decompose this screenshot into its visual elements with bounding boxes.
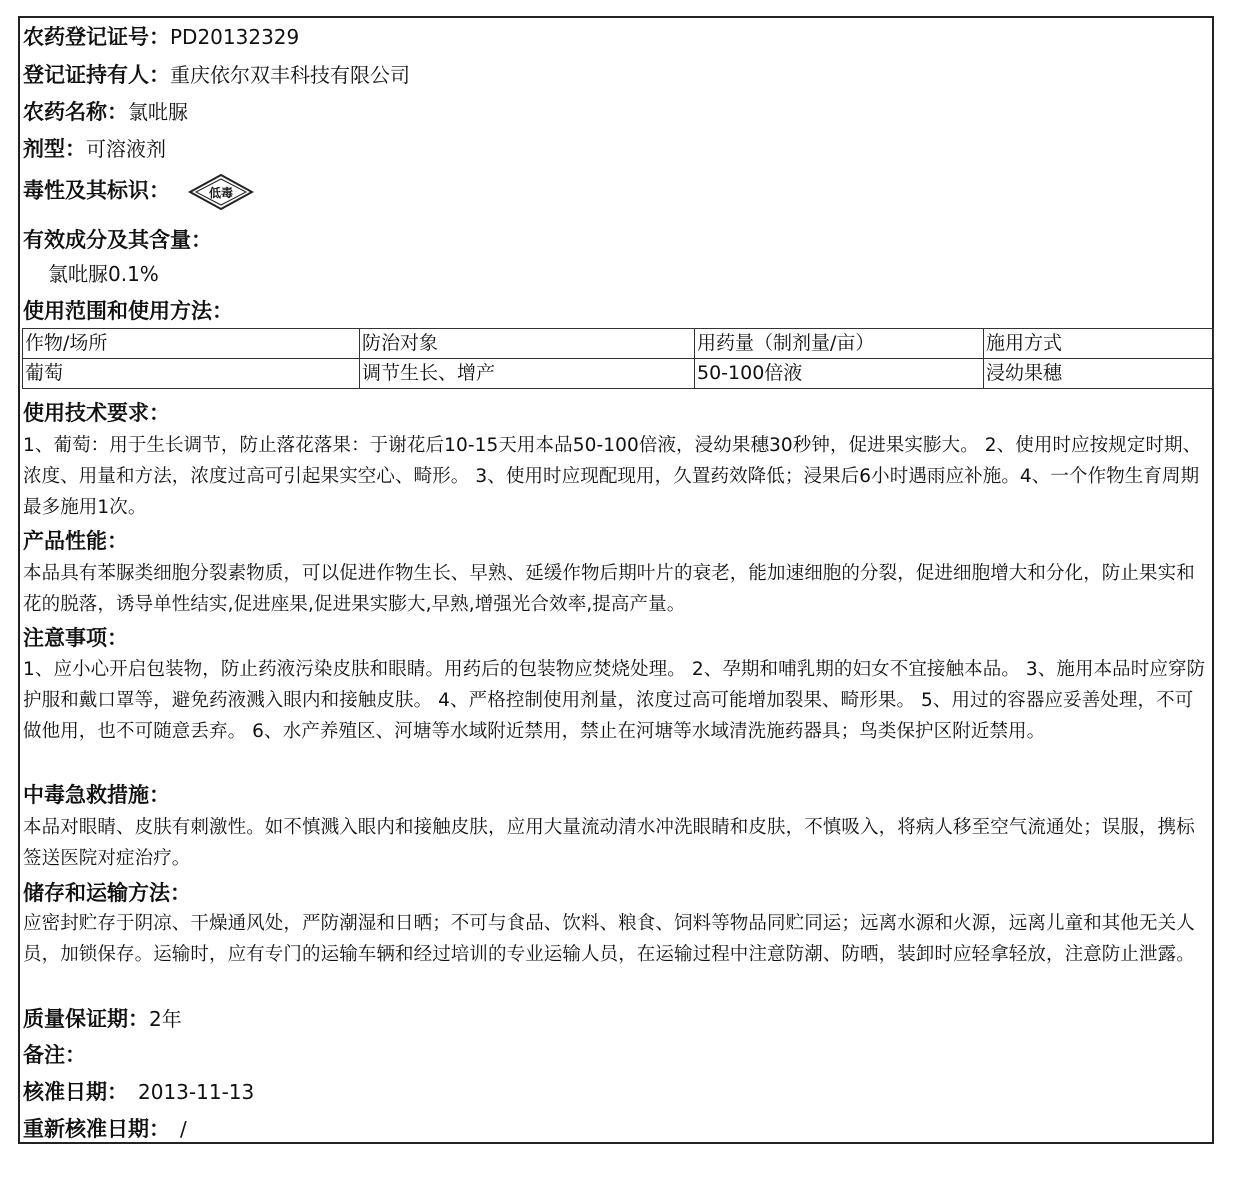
table-header-cell: 作物/场所 <box>23 329 360 359</box>
reg-no-value: PD20132329 <box>170 25 300 49</box>
toxicity-line <box>23 172 254 212</box>
tech-requirements-title: 使用技术要求： <box>23 401 170 425</box>
remarks-label: 备注： <box>23 1043 86 1067</box>
remarks-line <box>23 1040 86 1070</box>
table-header-cell: 用药量（制剂量/亩） <box>695 329 984 359</box>
precautions-title: 注意事项： <box>23 626 128 650</box>
reapproval-date-value: / <box>180 1117 187 1141</box>
form-value: 可溶液剂 <box>86 137 166 161</box>
table-cell-target: 调节生长、增产 <box>360 359 695 389</box>
holder-value: 重庆依尔双丰科技有限公司 <box>170 63 410 87</box>
shelf-life-line <box>23 1004 182 1034</box>
reg-no-label: 农药登记证号： <box>23 25 170 49</box>
ingredient-value <box>48 259 159 289</box>
toxicity-label: 毒性及其标识： <box>23 178 170 203</box>
table-header-row <box>23 329 1214 359</box>
approval-date-value: 2013-11-13 <box>138 1080 255 1104</box>
name-value: 氯吡脲 <box>128 100 188 124</box>
ingredient-text: 氯吡脲0.1% <box>48 262 159 286</box>
reg-no-line <box>23 22 299 52</box>
name-label: 农药名称： <box>23 100 128 124</box>
storage-title: 储存和运输方法： <box>23 881 191 905</box>
first-aid-body: 本品对眼睛、皮肤有刺激性。如不慎溅入眼内和接触皮肤，应用大量流动清水冲洗眼睛和皮肤，不慎吸入，将病人移至空气流通处；误服，携标签送医院对症治疗。 <box>23 817 1195 869</box>
shelf-life-value: 2年 <box>149 1007 182 1031</box>
first-aid-title: 中毒急救措施： <box>23 783 170 807</box>
approval-date-line <box>23 1077 254 1107</box>
table-cell-crop: 葡萄 <box>23 359 360 389</box>
table-header-cell: 防治对象 <box>360 329 695 359</box>
low-toxicity-badge-icon <box>188 172 254 212</box>
precautions-body: 1、应小心开启包装物，防止药液污染皮肤和眼睛。用药后的包装物应焚烧处理。 2、孕期和哺乳期的妇女不宜接触本品。 3、施用本品时应穿防护服和戴口罩等，避免药液溅入眼内和接触皮肤。 4、严格控制使用剂量，浓度过高可能增加裂果、畸形果。 5、用过的容器应妥善处理，不可做他用，也不可随意丢弃。 6、水产养殖区、河塘等水域附近禁用，禁止在河塘等水域清洗施药器具；鸟类保护区附近禁用。 <box>23 659 1206 742</box>
table-header-cell: 施用方式 <box>984 329 1214 359</box>
shelf-life-label: 质量保证期： <box>23 1007 149 1031</box>
ingredient-label: 有效成分及其含量： <box>23 228 212 252</box>
name-line <box>23 97 188 127</box>
approval-date-label: 核准日期： <box>23 1080 128 1104</box>
reapproval-date-label: 重新核准日期： <box>23 1117 170 1141</box>
low-toxicity-badge-text: 低毒 <box>209 186 234 200</box>
performance-title: 产品性能： <box>23 529 128 553</box>
performance-body: 本品具有苯脲类细胞分裂素物质，可以促进作物生长、早熟、延缓作物后期叶片的衰老，能加速细胞的分裂，促进细胞增大和分化，防止果实和花的脱落，诱导单性结实,促进座果,促进果实膨大,早熟,增强光合效率,提高产量。 <box>23 563 1195 615</box>
table-cell-method: 浸幼果穗 <box>984 359 1214 389</box>
holder-line <box>23 60 410 90</box>
reapproval-date-line <box>23 1114 187 1144</box>
holder-label: 登记证持有人： <box>23 63 170 87</box>
table-row <box>23 359 1214 389</box>
registration-document <box>18 16 1214 1144</box>
table-cell-dosage: 50-100倍液 <box>695 359 984 389</box>
form-label: 剂型： <box>23 137 86 161</box>
tech-requirements-body: 1、葡萄：用于生长调节，防止落花落果：于谢花后10-15天用本品50-100倍液，浸幼果穗30秒钟，促进果实膨大。 2、使用时应按规定时期、浓度、用量和方法，浓度过高可引起果实空心、畸形。 3、使用时应现配现用，久置药效降低；浸果后6小时遇雨应补施。4、一个作物生育周期最多施用1次。 <box>23 435 1202 518</box>
storage-body: 应密封贮存于阴凉、干燥通风处，严防潮湿和日晒；不可与食品、饮料、粮食、饲料等物品同贮同运；远离水源和火源，远离儿童和其他无关人员，加锁保存。运输时，应有专门的运输车辆和经过培训的专业运输人员，在运输过程中注意防潮、防晒，装卸时应轻拿轻放，注意防止泄露。 <box>23 913 1195 965</box>
usage-title: 使用范围和使用方法： <box>23 299 233 323</box>
usage-table <box>22 328 1214 389</box>
form-line <box>23 134 166 164</box>
